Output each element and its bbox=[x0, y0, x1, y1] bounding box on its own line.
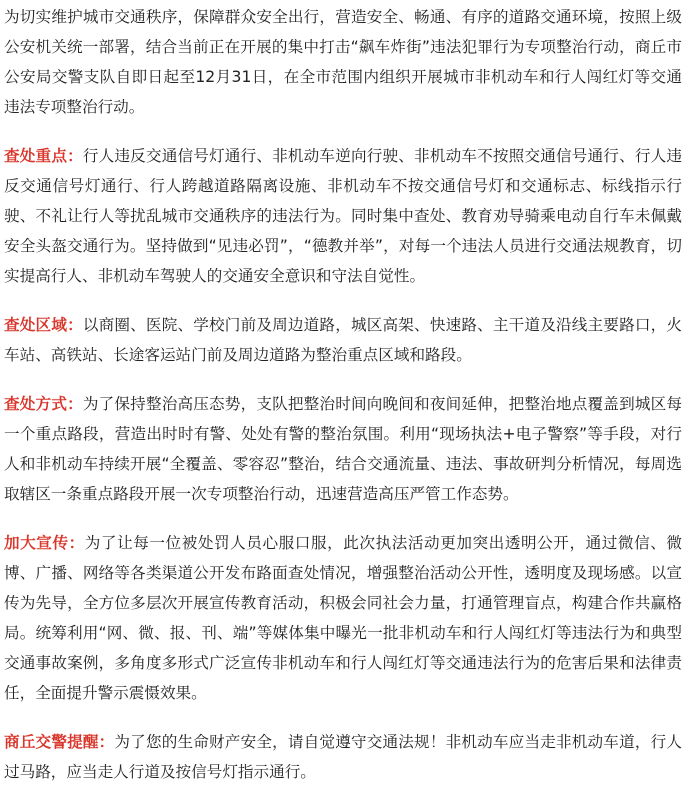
article-body bbox=[4, 0, 682, 806]
reminder-paragraph bbox=[4, 727, 682, 787]
method-text: 为了保持整治高压态势，支队把整治时间向晚间和夜间延伸，把整治地点覆盖到城区每一个重点路段，营造出时时有警、处处有警的整治氛围。利用“现场执法+电子警察”等手段，对行人和非机动车持续开展“全覆盖、零容忍”整治，结合交通流量、违法、事故研判分析情况，每周选取辖区一条重点路段开展一次专项整治行动，迅速营造高压严管工作态势。 bbox=[4, 395, 682, 503]
area-text: 以商圈、医院、学校门前及周边道路，城区高架、快速路、主干道及沿线主要路口，火车站、高铁站、长途客运站门前及周边道路为整治重点区域和路段。 bbox=[4, 316, 682, 364]
publicity-text: 为了让每一位被处罚人员心服口服，此次执法活动更加突出透明公开，通过微信、微博、广播、网络等各类渠道公开发布路面查处情况，增强整治活动公开性，透明度及现场感。以宣传为先导，全方位多层次开展宣传教育活动，积极会同社会力量，打通管理盲点，构建合作共赢格局。统筹利用“网、微、报、刊、端”等媒体集中曝光一批非机动车和行人闯红灯等违法行为和典型交通事故案例，多角度多形式广泛宣传非机动车和行人闯红灯等交通违法行为的危害后果和法律责任，全面提升警示震慑效果。 bbox=[4, 534, 682, 702]
focus-label: 查处重点： bbox=[4, 147, 83, 165]
reminder-label: 商丘交警提醒： bbox=[4, 733, 115, 751]
focus-paragraph bbox=[4, 141, 682, 291]
area-label: 查处区域： bbox=[4, 316, 83, 334]
publicity-label: 加大宣传： bbox=[4, 534, 85, 552]
area-paragraph bbox=[4, 310, 682, 370]
reminder-text: 为了您的生命财产安全，请自觉遵守交通法规！非机动车应当走非机动车道，行人过马路，应当走人行道及按信号灯指示通行。 bbox=[4, 733, 682, 781]
publicity-paragraph bbox=[4, 528, 682, 708]
method-label: 查处方式： bbox=[4, 395, 83, 413]
focus-text: 行人违反交通信号灯通行、非机动车逆向行驶、非机动车不按照交通信号通行、行人违反交通信号灯通行、行人跨越道路隔离设施、非机动车不按交通信号灯和交通标志、标线指示行驶、不礼让行人等扰乱城市交通秩序的违法行为。同时集中查处、教育劝导骑乘电动自行车未佩戴安全头盔交通行为。坚持做到“见违必罚”，“德教并举”，对每一个违法人员进行交通法规教育，切实提高行人、非机动车驾驶人的交通安全意识和守法自觉性。 bbox=[4, 147, 682, 285]
method-paragraph bbox=[4, 389, 682, 509]
intro-paragraph bbox=[4, 2, 682, 122]
intro-text: 为切实维护城市交通秩序，保障群众安全出行，营造安全、畅通、有序的道路交通环境，按照上级公安机关统一部署，结合当前正在开展的集中打击“飙车炸街”违法犯罪行为专项整治行动，商丘市公安局交警支队自即日起至12月31日，在全市范围内组织开展城市非机动车和行人闯红灯等交通违法专项整治行动。 bbox=[4, 8, 682, 116]
